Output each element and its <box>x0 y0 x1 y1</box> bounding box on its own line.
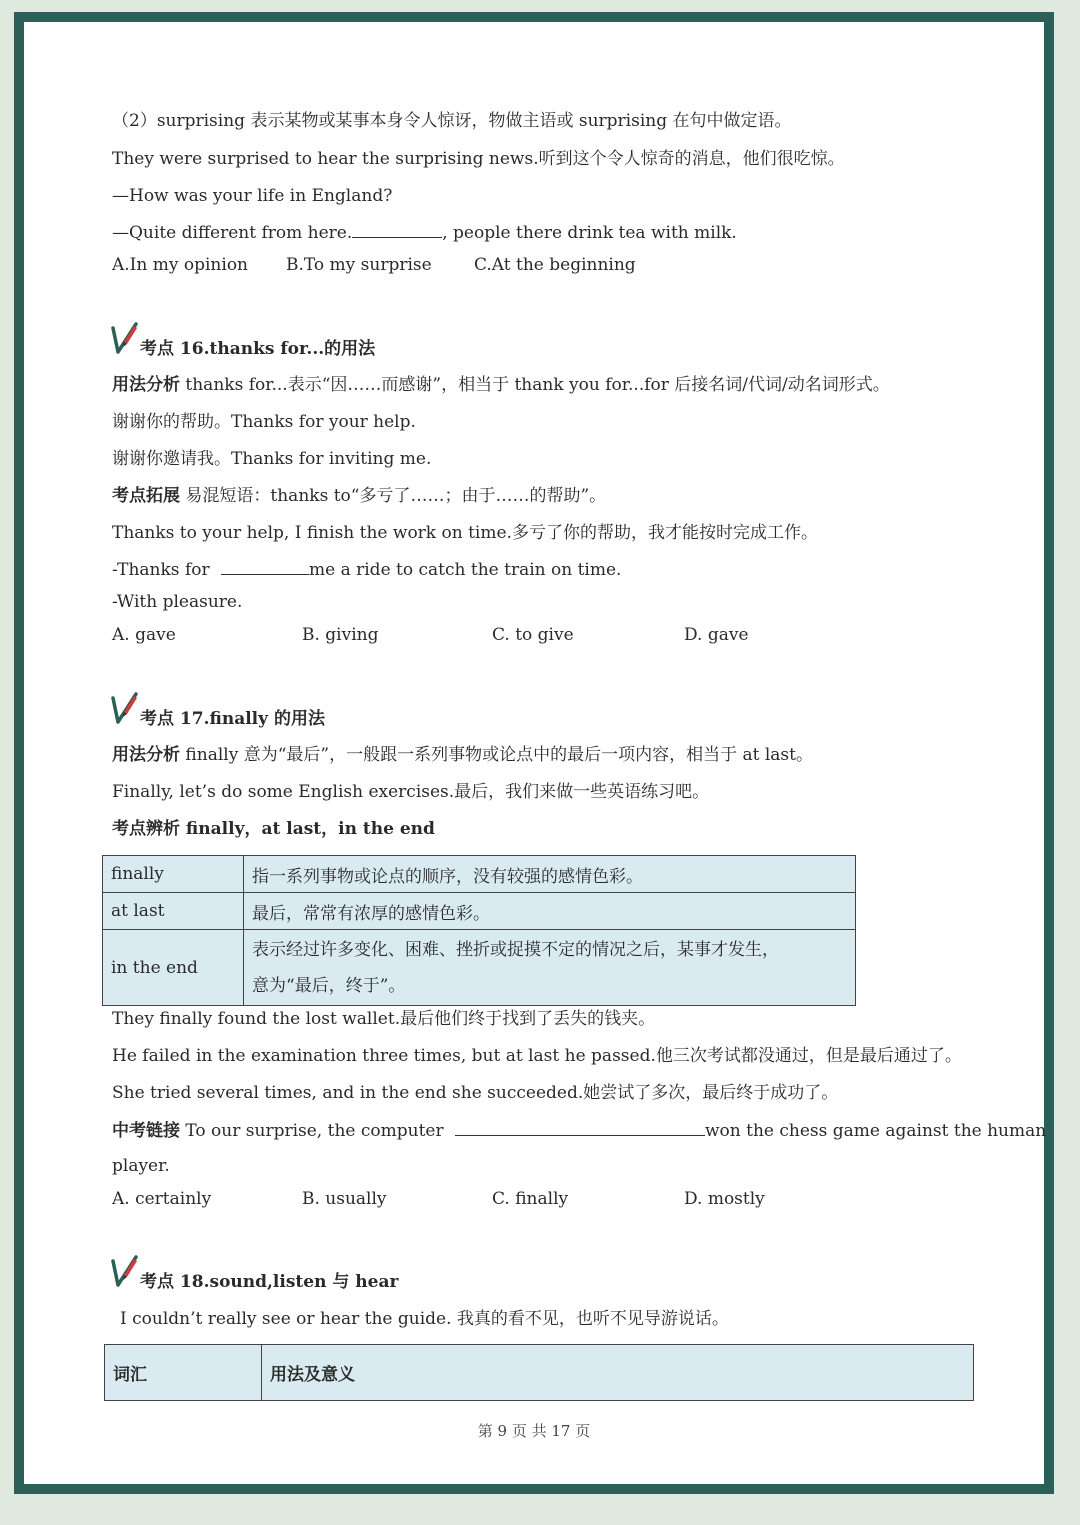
s17-usage-label: 用法分析 <box>112 745 180 765</box>
table-desc-line-1: 表示经过许多变化、困难、挫折或捉摸不定的情况之后，某事才发生， <box>252 939 779 960</box>
intro-line-4b: , people there drink tea with milk. <box>442 223 737 243</box>
section-16-title: 考点 16.thanks for...的用法 <box>140 339 376 359</box>
s16-question <box>112 558 621 581</box>
s18-vocab-table <box>104 1344 974 1401</box>
s17-example-4: She tried several times, and in the end she succeeded.她尝试了多次，最后终于成功了。 <box>112 1083 839 1103</box>
s17-comparison-table <box>102 855 856 1006</box>
table-row <box>103 893 856 930</box>
page <box>14 12 1054 1494</box>
s16-reply: -With pleasure. <box>112 592 243 612</box>
s16-question-a: -Thanks for <box>112 560 215 580</box>
s17-compare-text: finally，at last，in the end <box>180 819 435 839</box>
s16-option-d: D. gave <box>684 625 749 645</box>
table-desc: 指一系列事物或论点的顺序，没有较强的感情色彩。 <box>244 856 856 893</box>
s17-option-a: A. certainly <box>112 1189 212 1209</box>
s18-example: I couldn’t really see or hear the guide. 我真的看不见，也听不见导游说话。 <box>120 1309 729 1329</box>
table-term: at last <box>103 893 244 930</box>
table-desc-line-2: 意为“最后，终于”。 <box>252 975 406 996</box>
s16-example-3: Thanks to your help, I finish the work on time.多亏了你的帮助，我才能按时完成工作。 <box>112 523 818 543</box>
intro-line-2: They were surprised to hear the surprising news.听到这个令人惊奇的消息，他们很吃惊。 <box>112 149 845 169</box>
section-17-title: 考点 17.finally 的用法 <box>140 709 325 729</box>
intro-line-1: （2）surprising 表示某物或某事本身令人惊讶，物做主语或 surprising 在句中做定语。 <box>112 111 792 131</box>
s16-example-2: 谢谢你邀请我。Thanks for inviting me. <box>112 449 432 469</box>
s17-example-1: Finally, let’s do some English exercises.最后，我们来做一些英语练习吧。 <box>112 782 710 802</box>
s17-usage-text: finally 意为“最后”，一般跟一系列事物或论点中的最后一项内容，相当于 at last。 <box>180 745 813 765</box>
s16-example-1: 谢谢你的帮助。Thanks for your help. <box>112 412 416 432</box>
table-header-vocab: 词汇 <box>105 1345 262 1401</box>
table-desc: 最后，常常有浓厚的感情色彩。 <box>244 893 856 930</box>
pencil-check-icon <box>110 1253 140 1291</box>
table-row <box>103 856 856 893</box>
s17-option-b: B. usually <box>302 1189 387 1209</box>
intro-line-3: —How was your life in England? <box>112 186 393 206</box>
s16-option-a: A. gave <box>112 625 176 645</box>
page-number: 第 9 页 共 17 页 <box>477 1422 591 1440</box>
section-18-title: 考点 18.sound,listen 与 hear <box>140 1272 399 1292</box>
answer-blank <box>455 1119 705 1136</box>
table-header-row <box>105 1345 974 1401</box>
s17-usage <box>112 744 813 766</box>
s17-exam-link-cont: player. <box>112 1156 170 1176</box>
s17-compare <box>112 818 435 840</box>
table-term: in the end <box>103 930 244 1006</box>
intro-option-a: A.In my opinion <box>112 255 248 275</box>
s17-exam-link-label: 中考链接 <box>112 1121 180 1141</box>
s17-option-d: D. mostly <box>684 1189 765 1209</box>
s16-extension-label: 考点拓展 <box>112 486 180 506</box>
s16-question-b: me a ride to catch the train on time. <box>309 560 622 580</box>
table-desc <box>244 930 856 1006</box>
answer-blank <box>221 558 309 575</box>
intro-option-c: C.At the beginning <box>474 255 636 275</box>
s17-exam-link <box>112 1119 1046 1142</box>
s17-exam-link-a: To our surprise, the computer <box>180 1121 449 1141</box>
pencil-check-icon <box>110 690 140 728</box>
answer-blank <box>352 221 442 238</box>
intro-option-b: B.To my surprise <box>286 255 432 275</box>
s17-compare-label: 考点辨析 <box>112 819 180 839</box>
pencil-check-icon <box>110 320 140 358</box>
s16-option-c: C. to give <box>492 625 574 645</box>
s16-extension <box>112 485 606 507</box>
s16-usage <box>112 374 890 396</box>
s17-example-2: They finally found the lost wallet.最后他们终于找到了丢失的钱夹。 <box>112 1009 656 1029</box>
s17-option-c: C. finally <box>492 1189 569 1209</box>
intro-line-4 <box>112 221 737 244</box>
intro-line-4a: —Quite different from here. <box>112 223 353 243</box>
s16-usage-text: thanks for...表示“因……而感谢”，相当于 thank you for...for 后接名词/代词/动名词形式。 <box>180 375 890 395</box>
s17-example-3: He failed in the examination three times, but at last he passed.他三次考试都没通过，但是最后通过了。 <box>112 1046 962 1066</box>
table-row <box>103 930 856 1006</box>
s16-extension-text: 易混短语：thanks to“多亏了……；由于……的帮助”。 <box>180 486 607 506</box>
table-header-usage: 用法及意义 <box>262 1345 974 1401</box>
s16-usage-label: 用法分析 <box>112 375 180 395</box>
s17-exam-link-b: won the chess game against the human <box>705 1121 1047 1141</box>
table-term: finally <box>103 856 244 893</box>
s16-option-b: B. giving <box>302 625 379 645</box>
